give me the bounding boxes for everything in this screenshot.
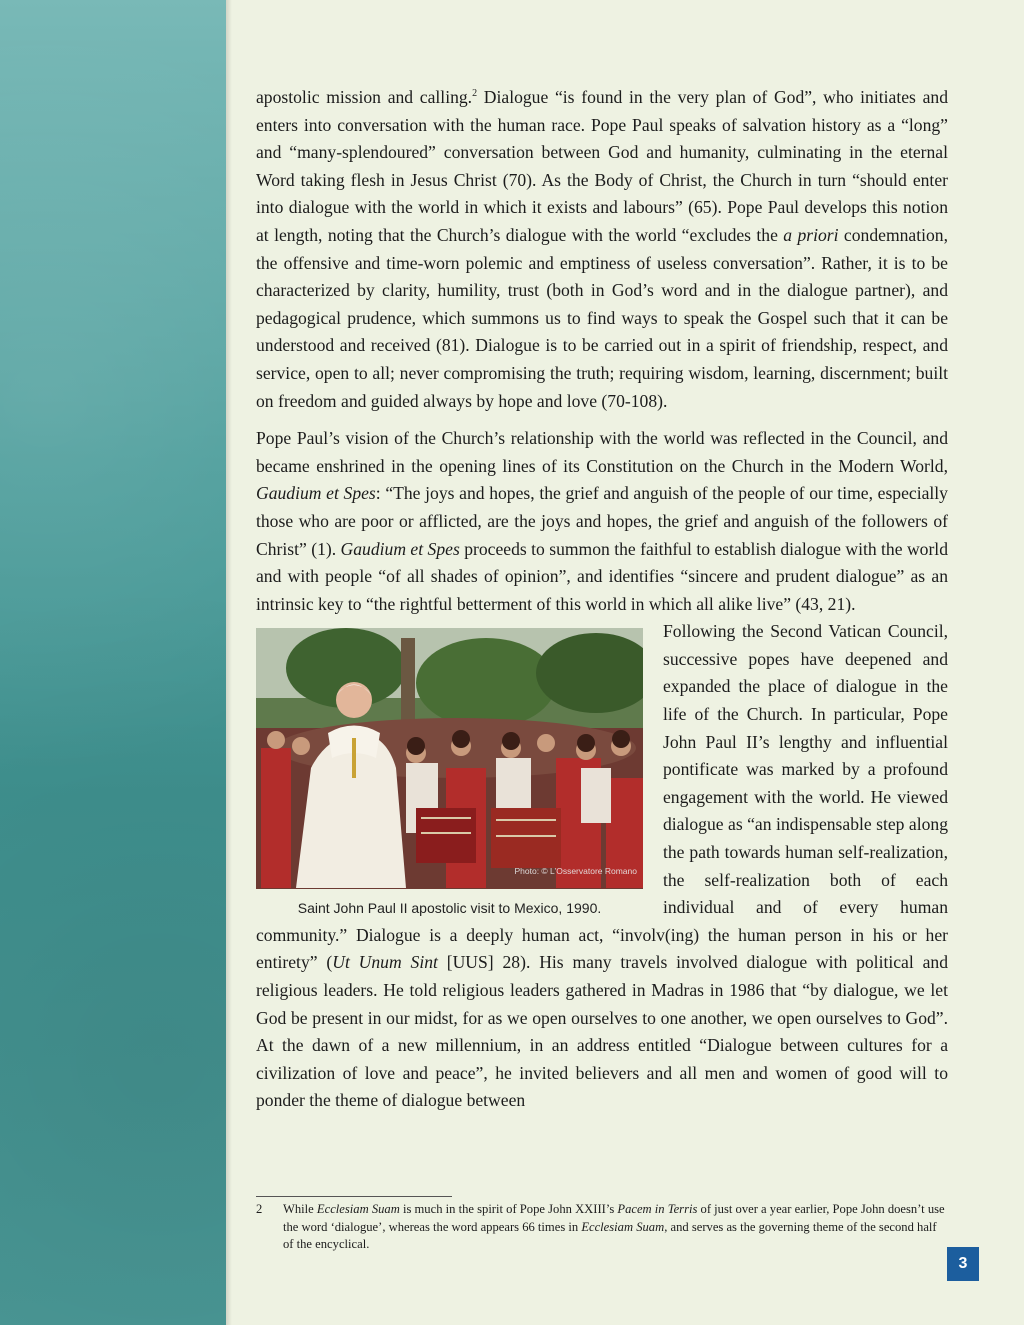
paragraph-2: Pope Paul’s vision of the Church’s relationship with the world was reflected in the Council, and became enshrined in the opening lines of its Constitution on the Church in the Modern World, Gaudium et Spes: “The joys and hopes, the grief and anguish of the people of our time, especially those who are poor or afflicted, are the joys and hopes, the grief and anguish of the followers of Christ” (1). Gaudium et Spes proceeds to summon the faithful to establish dialogue with the world and with people “of all shades of opinion”, and identifies “sincere and prudent dialogue” as an intrinsic key to “the rightful betterment of this world in which all alike live” (43, 21). — [256, 428, 948, 614]
footnote-text: While Ecclesiam Suam is much in the spirit of Pope John XXIII’s Pacem in Terris of just over a year earlier, Pope John doesn’t use the word ‘dialogue’, whereas the word appears 66 times in Ecclesiam Suam, and serves as the governing theme of the second half of the encyclical. — [283, 1202, 945, 1251]
footnote-divider — [256, 1196, 452, 1197]
photo-figure — [256, 628, 643, 917]
footnote-ref[interactable]: 2 — [472, 88, 478, 100]
photo-credit: Photo: © L’Osservatore Romano — [514, 865, 637, 876]
photo-caption: Saint John Paul II apostolic visit to Mexico, 1990. — [297, 900, 602, 917]
photo-pope-mexico — [256, 628, 643, 889]
article-body — [256, 84, 948, 1115]
paragraph-3: Following the Second Vatican Council, successive popes have deepened and expanded the place of dialogue in the life of the Church. In particular, Pope John Paul II’s lengthy and influential pontificate was marked by a profound engagement with the world. He viewed dialogue as “an indispensable step along the path towards human self-realization, the self-realization both of each individual and of every human community.” Dialogue is a deeply human act, “involv(ing) the human person in his or her entirety” (Ut Unum Sint [UUS] 28). His many travels involved dialogue with political and religious leaders. He told religious leaders gathered in Madras in 1986 that “by dialogue, we let God be present in our midst, for as we open ourselves to one another, we open ourselves to God”. At the dawn of a new millennium, in an address entitled “Dialogue between cultures for a civilization of love and peace”, he invited believers and all men and women of good will to ponder the theme of dialogue between — [256, 621, 948, 1111]
sidebar-shadow — [226, 0, 232, 1325]
photo-illustration — [256, 628, 643, 889]
footnote-number: 2 — [256, 1202, 263, 1216]
footnote-2 — [256, 1201, 948, 1254]
paragraph-1: apostolic mission and calling.$^2$ Dialogue “is found in the very plan of God”, who initiates and enters into conversation with the human race. Pope Paul speaks of salvation history as a “long” and “many-splendoured” conversation between God and humanity, culminating in the eternal Word taking flesh in Jesus Christ (70). As the Body of Christ, the Church in turn “should enter into dialogue with the world in which it exists and labours” (65). Pope Paul develops this notion at length, noting that the Church’s dialogue with the world “excludes the a priori condemnation, the offensive and time-worn polemic and emptiness of useless conversation”. Rather, it is to be characterized by clarity, humility, trust (both in God’s word and in the dialogue partner), and pedagogical prudence, which summons us to find ways to speak the Gospel such that it can be understood and received (81). Dialogue is to be carried out in a spirit of friendship, respect, and service, open to all; never compromising the truth; requiring wisdom, learning, discernment; built on freedom and guided always by hope and love (70-108). — [256, 87, 948, 411]
decorative-sidebar — [0, 0, 226, 1325]
page-number: 3 — [947, 1247, 979, 1281]
